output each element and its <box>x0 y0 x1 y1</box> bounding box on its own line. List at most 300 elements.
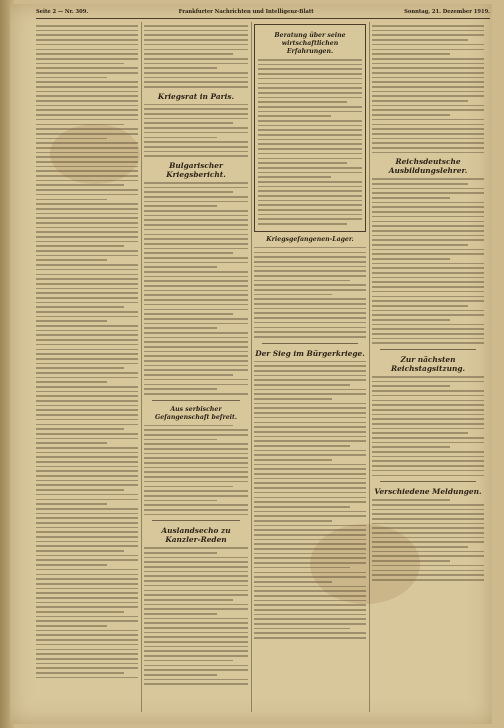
text-line <box>144 229 248 231</box>
text-line <box>36 147 138 149</box>
text-line <box>254 303 366 305</box>
separator <box>152 520 240 521</box>
text-line <box>144 280 248 282</box>
text-block <box>254 361 366 639</box>
text-line <box>372 147 484 149</box>
text-block <box>258 59 362 225</box>
text-line <box>372 418 484 420</box>
text-line <box>36 531 138 533</box>
text-line <box>372 428 484 430</box>
text-line <box>254 436 366 438</box>
text-line <box>36 138 107 140</box>
text-line <box>258 92 362 94</box>
text-line <box>144 509 248 511</box>
text-line <box>144 384 248 386</box>
text-line <box>258 158 362 160</box>
text-line <box>36 58 138 60</box>
text-line <box>36 105 138 107</box>
text-line <box>36 644 138 646</box>
text-line <box>372 263 484 265</box>
text-line <box>36 53 138 55</box>
text-line <box>254 529 366 531</box>
text-line <box>36 372 138 374</box>
text-line <box>254 609 366 611</box>
text-line <box>372 253 484 255</box>
text-line <box>36 259 107 261</box>
text-line <box>372 235 484 237</box>
text-line <box>372 385 450 387</box>
text-line <box>372 142 484 144</box>
text-line <box>144 346 248 348</box>
text-line <box>254 534 366 536</box>
text-line <box>36 194 138 196</box>
text-line <box>144 271 248 273</box>
text-line <box>144 318 248 320</box>
text-line <box>258 87 362 89</box>
text-line <box>254 370 366 372</box>
text-line <box>144 285 248 287</box>
text-line <box>372 437 484 439</box>
text-line <box>36 189 138 191</box>
text-line <box>144 425 233 427</box>
text-line <box>36 34 138 36</box>
text-line <box>144 590 248 592</box>
text-line <box>36 109 138 111</box>
text-block <box>372 376 484 476</box>
text-line <box>36 400 138 402</box>
text-line <box>36 545 138 547</box>
text-line <box>254 393 366 395</box>
text-line <box>254 623 366 625</box>
text-line <box>372 244 468 246</box>
text-line <box>36 625 107 627</box>
text-line <box>254 562 366 564</box>
text-line <box>144 63 248 65</box>
text-line <box>36 227 138 229</box>
text-line <box>258 139 362 141</box>
text-line <box>144 205 217 207</box>
header-page-number: Seite 2 — Nr. 309. <box>36 9 89 15</box>
text-line <box>36 391 138 393</box>
text-line <box>36 475 138 477</box>
text-line <box>254 256 366 258</box>
text-line <box>372 442 484 444</box>
text-line <box>258 68 362 70</box>
text-line <box>36 405 138 407</box>
text-line <box>144 585 248 587</box>
text-line <box>36 663 138 665</box>
text-line <box>372 133 484 135</box>
text-line <box>36 203 138 205</box>
text-line <box>372 119 484 121</box>
text-line <box>36 588 138 590</box>
text-line <box>144 81 248 83</box>
text-line <box>372 300 484 302</box>
text-line <box>372 58 484 60</box>
text-line <box>36 306 124 308</box>
text-line <box>258 214 362 216</box>
text-line <box>144 669 248 671</box>
text-line <box>36 142 138 144</box>
text-line <box>36 564 107 566</box>
article-heading: Beratung über seine wirtschaftlichen Erfahrungen. <box>274 32 346 55</box>
text-block <box>372 25 484 153</box>
text-line <box>144 471 248 473</box>
text-line <box>372 77 484 79</box>
text-line <box>36 602 138 604</box>
text-line <box>36 452 138 454</box>
text-line <box>254 501 366 503</box>
text-line <box>254 317 366 319</box>
text-line <box>144 679 248 681</box>
text-line <box>36 677 138 679</box>
text-line <box>144 571 248 573</box>
text-line <box>144 151 248 153</box>
text-line <box>144 575 248 577</box>
text-line <box>36 494 138 496</box>
article-heading: Zur nächsten Reichstagsitzung. <box>390 355 466 373</box>
text-line <box>254 403 366 405</box>
text-line <box>36 255 138 257</box>
column-rule <box>251 22 252 712</box>
text-line <box>36 517 138 519</box>
text-line <box>254 543 366 545</box>
text-line <box>254 576 366 578</box>
text-line <box>36 124 124 126</box>
text-line <box>36 25 138 27</box>
text-line <box>144 191 233 193</box>
text-line <box>36 592 138 594</box>
text-line <box>372 523 484 525</box>
text-line <box>372 499 450 501</box>
article-heading: Aus serbischer Gefangenschaft befreit. <box>154 405 238 421</box>
text-line <box>36 170 138 172</box>
text-line <box>144 113 248 115</box>
text-line <box>372 188 484 190</box>
text-line <box>36 667 138 669</box>
text-line <box>36 213 138 215</box>
text-line <box>144 309 248 311</box>
text-line <box>254 595 366 597</box>
text-line <box>144 262 248 264</box>
text-line <box>372 44 484 46</box>
text-line <box>372 114 450 116</box>
text-line <box>144 294 248 296</box>
text-line <box>144 490 248 492</box>
text-line <box>254 511 366 513</box>
text-line <box>144 369 248 371</box>
text-line <box>254 614 366 616</box>
text-line <box>36 438 138 440</box>
text-line <box>144 210 248 212</box>
text-line <box>254 600 366 602</box>
text-line <box>258 111 362 113</box>
text-line <box>254 284 366 286</box>
text-line <box>144 566 248 568</box>
text-line <box>36 114 138 116</box>
text-line <box>258 204 362 206</box>
text-line <box>372 570 484 572</box>
text-line <box>36 67 138 69</box>
text-line <box>144 486 233 488</box>
text-line <box>144 252 233 254</box>
text-line <box>36 574 138 576</box>
text-line <box>36 489 124 491</box>
text-line <box>254 252 366 254</box>
text-block <box>144 104 248 157</box>
text-line <box>254 464 366 466</box>
text-line <box>36 349 138 351</box>
text-line <box>254 581 332 583</box>
text-line <box>36 470 138 472</box>
text-line <box>36 630 138 632</box>
separator <box>380 349 476 350</box>
text-line <box>372 49 484 51</box>
text-line <box>258 176 331 178</box>
text-line <box>372 319 450 321</box>
text-line <box>254 361 366 363</box>
text-line <box>36 583 138 585</box>
text-line <box>372 267 484 269</box>
text-line <box>372 178 484 180</box>
text-line <box>372 475 484 477</box>
text-line <box>254 492 366 494</box>
text-line <box>372 197 450 199</box>
text-line <box>258 186 362 188</box>
text-line <box>144 351 248 353</box>
text-line <box>144 58 248 60</box>
text-line <box>372 30 484 32</box>
text-line <box>36 320 107 322</box>
text-line <box>36 91 138 93</box>
text-line <box>36 156 138 158</box>
text-line <box>254 289 366 291</box>
text-line <box>144 355 248 357</box>
text-line <box>254 586 366 588</box>
text-line <box>36 152 138 154</box>
text-line <box>254 628 350 630</box>
text-line <box>254 440 366 442</box>
text-line <box>254 548 366 550</box>
text-line <box>372 225 484 227</box>
text-line <box>144 439 217 441</box>
text-line <box>144 655 248 657</box>
text-line <box>36 386 138 388</box>
text-line <box>36 569 138 571</box>
text-line <box>254 327 366 329</box>
text-line <box>372 470 484 472</box>
text-line <box>144 360 248 362</box>
text-line <box>144 495 248 497</box>
text-line <box>254 567 350 569</box>
article-heading: Reichsdeutsche Ausbildungslehrer. <box>388 157 468 176</box>
text-line <box>372 546 468 548</box>
text-block <box>144 547 248 685</box>
text-line <box>258 190 362 192</box>
text-line <box>372 25 484 27</box>
text-line <box>144 448 248 450</box>
text-line <box>372 128 484 130</box>
text-line <box>254 365 366 367</box>
column-rule <box>141 22 142 712</box>
text-line <box>36 72 138 74</box>
text-line <box>372 324 484 326</box>
text-line <box>36 503 107 505</box>
text-line <box>258 153 362 155</box>
article-heading: Bulgarischer Kriegsbericht. <box>166 160 226 179</box>
text-line <box>144 248 248 250</box>
text-line <box>144 122 233 124</box>
text-line <box>144 388 217 390</box>
text-line <box>254 275 366 277</box>
text-line <box>144 238 248 240</box>
text-line <box>36 184 124 186</box>
text-line <box>254 478 366 480</box>
text-line <box>144 276 248 278</box>
text-line <box>36 81 138 83</box>
separator <box>152 400 240 401</box>
text-line <box>36 381 107 383</box>
text-line <box>372 291 484 293</box>
text-line <box>144 182 248 184</box>
text-line <box>254 398 332 400</box>
text-line <box>144 30 248 32</box>
text-line <box>36 316 138 318</box>
text-line <box>36 466 138 468</box>
text-line <box>372 100 468 102</box>
text-line <box>372 91 484 93</box>
text-line <box>144 299 248 301</box>
text-line <box>144 127 248 129</box>
text-line <box>144 215 248 217</box>
text-line <box>36 63 124 65</box>
text-line <box>144 155 248 157</box>
text-line <box>372 206 484 208</box>
text-line <box>258 172 362 174</box>
text-line <box>258 64 362 66</box>
text-line <box>36 447 138 449</box>
text-line <box>144 72 248 74</box>
text-line <box>254 445 350 447</box>
text-block <box>144 182 248 395</box>
text-line <box>258 209 362 211</box>
text-line <box>36 658 138 660</box>
text-line <box>144 266 217 268</box>
text-line <box>36 278 138 280</box>
text-line <box>144 104 248 106</box>
text-line <box>258 218 362 220</box>
text-line <box>372 338 484 340</box>
text-line <box>372 138 484 140</box>
text-line <box>144 201 248 203</box>
text-line <box>36 133 138 135</box>
text-line <box>36 597 138 599</box>
text-line <box>144 108 248 110</box>
text-line <box>144 137 217 139</box>
text-line <box>144 500 217 502</box>
text-line <box>372 310 484 312</box>
text-line <box>36 119 138 121</box>
text-line <box>144 67 217 69</box>
text-line <box>144 618 248 620</box>
text-line <box>144 219 248 221</box>
article-heading: Kriegsrat in Paris. <box>157 91 235 101</box>
text-line <box>372 560 450 562</box>
text-line <box>144 323 248 325</box>
text-line <box>144 44 248 46</box>
text-line <box>254 322 366 324</box>
text-line <box>36 484 138 486</box>
text-line <box>36 30 138 32</box>
text-line <box>254 336 366 338</box>
text-line <box>254 632 366 634</box>
text-line <box>144 39 248 41</box>
text-line <box>36 217 138 219</box>
text-line <box>36 409 138 411</box>
text-line <box>144 118 248 120</box>
text-line <box>372 239 484 241</box>
text-line <box>258 162 347 164</box>
text-line <box>36 208 138 210</box>
text-line <box>144 613 217 615</box>
text-line <box>372 532 484 534</box>
text-line <box>254 450 366 452</box>
text-line <box>372 456 484 458</box>
text-line <box>36 128 138 130</box>
text-line <box>36 100 138 102</box>
text-line <box>144 313 233 315</box>
text-line <box>254 375 366 377</box>
text-line <box>372 202 484 204</box>
text-line <box>36 419 138 421</box>
text-line <box>372 286 484 288</box>
text-line <box>372 105 484 107</box>
text-line <box>258 195 362 197</box>
text-line <box>144 196 248 198</box>
text-line <box>258 125 362 127</box>
text-line <box>254 487 366 489</box>
text-line <box>144 243 248 245</box>
article-heading: Verschiedene Meldungen. <box>374 487 482 497</box>
text-line <box>254 473 366 475</box>
text-line <box>36 456 138 458</box>
text-line <box>36 236 138 238</box>
text-line <box>258 115 331 117</box>
text-line <box>254 426 366 428</box>
text-line <box>258 106 362 108</box>
text-line <box>254 294 332 296</box>
text-line <box>372 305 468 307</box>
page-header <box>36 6 490 19</box>
text-line <box>254 515 366 517</box>
text-line <box>144 561 248 563</box>
text-line <box>144 457 248 459</box>
article-heading: Der Sieg im Bürgerkriege. <box>255 348 365 358</box>
text-line <box>36 250 138 252</box>
text-line <box>372 579 484 581</box>
text-line <box>372 258 450 260</box>
text-line <box>372 541 484 543</box>
text-line <box>144 25 248 27</box>
text-line <box>372 183 468 185</box>
text-line <box>36 269 138 271</box>
text-line <box>372 460 484 462</box>
text-line <box>144 632 248 634</box>
text-line <box>36 367 124 369</box>
text-line <box>144 636 248 638</box>
column-rule <box>369 22 370 712</box>
text-line <box>254 298 366 300</box>
